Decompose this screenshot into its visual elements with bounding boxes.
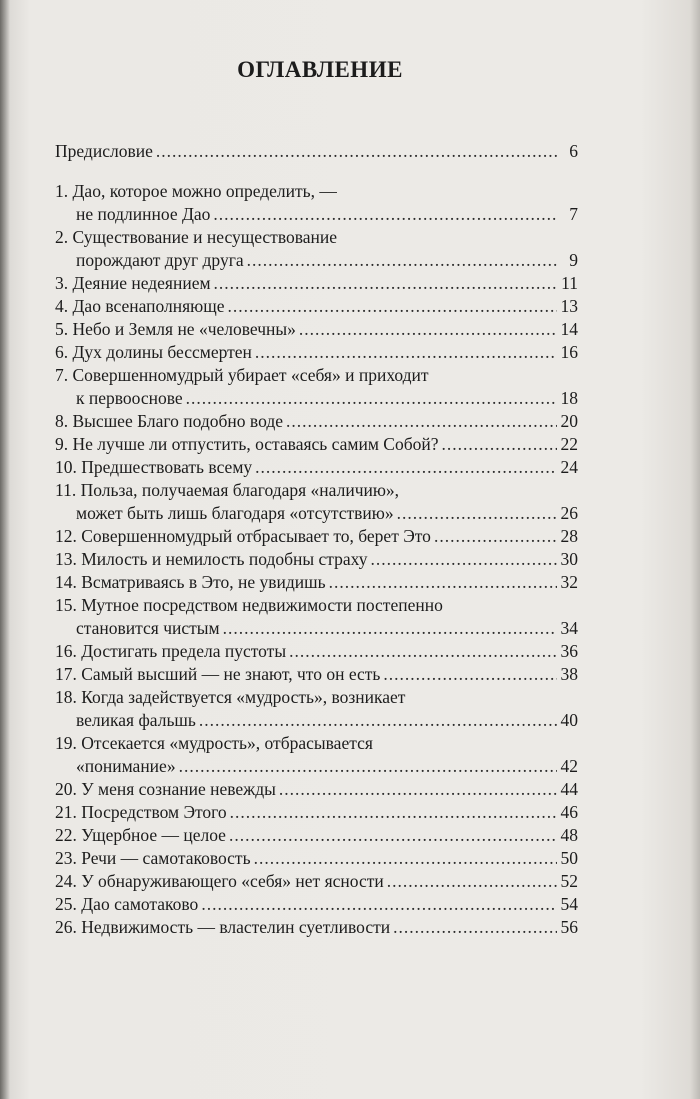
toc-entry-title: 22. Ущербное — целое — [55, 825, 226, 845]
toc-entry-title: 1. Дао, которое можно определить, — — [55, 181, 337, 201]
toc-entry-title: 24. У обнаруживающего «себя» нет ясности — [55, 871, 384, 891]
dot-leader — [213, 203, 557, 226]
toc-entry-title: 26. Недвижимость — властелин суетливости — [55, 917, 391, 937]
toc-entry[interactable] — [55, 640, 578, 663]
toc-entry-title: становится чистым — [76, 618, 220, 638]
dot-leader — [156, 140, 557, 163]
toc-page-number: 50 — [560, 848, 578, 868]
dot-leader — [397, 502, 557, 525]
toc-entry-title: 14. Всматриваясь в Это, не увидишь — [55, 572, 326, 592]
toc-page-number: 26 — [560, 503, 578, 523]
toc-entry[interactable] — [55, 916, 578, 939]
toc-entry-title: 21. Посредством Этого — [55, 802, 227, 822]
toc-page-number: 16 — [560, 342, 578, 362]
dot-leader — [371, 548, 557, 571]
toc-page-number: 6 — [569, 141, 578, 161]
toc-entry-title: Предисловие — [55, 141, 153, 161]
dot-leader — [186, 387, 557, 410]
toc-entry[interactable] — [55, 571, 578, 594]
toc-entry-title: великая фальшь — [76, 710, 196, 730]
toc-entry-title: 6. Дух долины бессмертен — [55, 342, 252, 362]
toc-entry-title: 16. Достигать предела пустоты — [55, 641, 287, 661]
dot-leader — [214, 272, 557, 295]
dot-leader — [199, 709, 557, 732]
toc-page-number: 42 — [560, 756, 578, 776]
toc-entry-title: может быть лишь благодаря «отсутствию» — [76, 503, 394, 523]
page-title: ОГЛАВЛЕНИЕ — [237, 57, 403, 82]
toc-page-number: 18 — [560, 388, 578, 408]
toc-page-number: 52 — [560, 871, 578, 891]
toc-entry[interactable] — [55, 479, 578, 525]
toc-entry[interactable] — [55, 272, 578, 295]
toc-entry-title: 23. Речи — самотаковость — [55, 848, 251, 868]
dot-leader — [286, 410, 557, 433]
toc-entry[interactable] — [55, 364, 578, 410]
dot-leader — [387, 870, 557, 893]
dot-leader — [247, 249, 557, 272]
toc-entry[interactable] — [55, 824, 578, 847]
toc-page-number: 32 — [560, 572, 578, 592]
dot-leader — [393, 916, 557, 939]
toc-page-number: 54 — [560, 894, 578, 914]
toc-page-number: 30 — [560, 549, 578, 569]
toc-entry[interactable] — [55, 801, 578, 824]
toc-entry[interactable] — [55, 226, 578, 272]
dot-leader — [229, 824, 557, 847]
dot-leader — [179, 755, 557, 778]
toc-page-number: 56 — [560, 917, 578, 937]
toc-entry-title: 4. Дао всенаполняюще — [55, 296, 225, 316]
toc-entry-title: 25. Дао самотаково — [55, 894, 199, 914]
dot-leader — [329, 571, 557, 594]
toc-entry-title: не подлинное Дао — [76, 204, 211, 224]
dot-leader — [289, 640, 557, 663]
toc-page-number: 28 — [560, 526, 578, 546]
toc-entry-title: 3. Деяние недеянием — [55, 273, 211, 293]
toc-entry[interactable] — [55, 732, 578, 778]
toc-page-number: 14 — [560, 319, 578, 339]
toc-page-number: 44 — [560, 779, 578, 799]
toc-entry-title: 9. Не лучше ли отпустить, оставаясь самим Собой? — [55, 434, 439, 454]
toc-entry-title: 5. Небо и Земля не «человечны» — [55, 319, 296, 339]
dot-leader — [383, 663, 557, 686]
dot-leader — [223, 617, 557, 640]
toc-entry-title: «понимание» — [76, 756, 176, 776]
toc-entry[interactable] — [55, 341, 578, 364]
dot-leader — [228, 295, 558, 318]
dot-leader — [299, 318, 557, 341]
toc-entry[interactable] — [55, 525, 578, 548]
dot-leader — [201, 893, 557, 916]
toc-page-number: 22 — [560, 434, 578, 454]
toc-entry-title: 20. У меня сознание невежды — [55, 779, 276, 799]
dot-leader — [434, 525, 557, 548]
toc-entry-title: 15. Мутное посредством недвижимости постепенно — [55, 595, 443, 615]
toc-entry-title: 19. Отсекается «мудрость», отбрасывается — [55, 733, 373, 753]
toc-entry[interactable] — [55, 663, 578, 686]
toc-page-number: 46 — [560, 802, 578, 822]
toc-entry[interactable] — [55, 548, 578, 571]
toc-entry-title: 2. Существование и несуществование — [55, 227, 338, 247]
toc-list — [55, 180, 578, 939]
toc-page-number: 7 — [569, 204, 578, 224]
toc-entry[interactable] — [55, 686, 578, 732]
spacer — [55, 163, 578, 180]
toc-entry-title: 13. Милость и немилость подобны страху — [55, 549, 368, 569]
toc-entry[interactable] — [55, 318, 578, 341]
dot-leader — [442, 433, 558, 456]
toc-entry-title: 11. Польза, получаемая благодаря «наличию», — [55, 480, 400, 500]
toc-entry-title: к первооснове — [76, 388, 183, 408]
toc-page-number: 13 — [560, 296, 578, 316]
toc-page-number: 38 — [560, 664, 578, 684]
dot-leader — [230, 801, 557, 824]
toc-entry[interactable] — [55, 778, 578, 801]
toc-entry[interactable] — [55, 893, 578, 916]
toc-page-number: 24 — [560, 457, 578, 477]
spine-shadow — [0, 0, 10, 1099]
toc-entry-title: 10. Предшествовать всему — [55, 457, 253, 477]
toc-entry-title: 8. Высшее Благо подобно воде — [55, 411, 283, 431]
toc-entry-title: 7. Совершенномудрый убирает «себя» и приходит — [55, 365, 429, 385]
toc-page-number: 36 — [560, 641, 578, 661]
toc-entry[interactable] — [55, 456, 578, 479]
toc-entry[interactable] — [55, 410, 578, 433]
dot-leader — [254, 847, 557, 870]
toc-entry[interactable] — [55, 433, 578, 456]
dot-leader — [255, 456, 557, 479]
toc-entry-title: 18. Когда задействуется «мудрость», возникает — [55, 687, 406, 707]
toc-page-number: 40 — [560, 710, 578, 730]
toc-entry-preface[interactable] — [55, 140, 578, 163]
toc-page-number: 48 — [560, 825, 578, 845]
dot-leader — [279, 778, 557, 801]
toc-page-number: 9 — [569, 250, 578, 270]
toc-entry[interactable] — [55, 594, 578, 640]
toc-entry[interactable] — [55, 295, 578, 318]
dot-leader — [255, 341, 557, 364]
toc-entry-title: 12. Совершенномудрый отбрасывает то, берет Это — [55, 526, 431, 546]
toc-entry-title: порождают друг друга — [76, 250, 244, 270]
toc-page-number: 34 — [560, 618, 578, 638]
toc-entry[interactable] — [55, 847, 578, 870]
toc-entry[interactable] — [55, 870, 578, 893]
toc-page-number: 20 — [560, 411, 578, 431]
table-of-contents — [55, 140, 578, 939]
toc-entry[interactable] — [55, 180, 578, 226]
toc-page-number: 11 — [561, 273, 578, 293]
toc-entry-title: 17. Самый высший — не знают, что он есть — [55, 664, 381, 684]
